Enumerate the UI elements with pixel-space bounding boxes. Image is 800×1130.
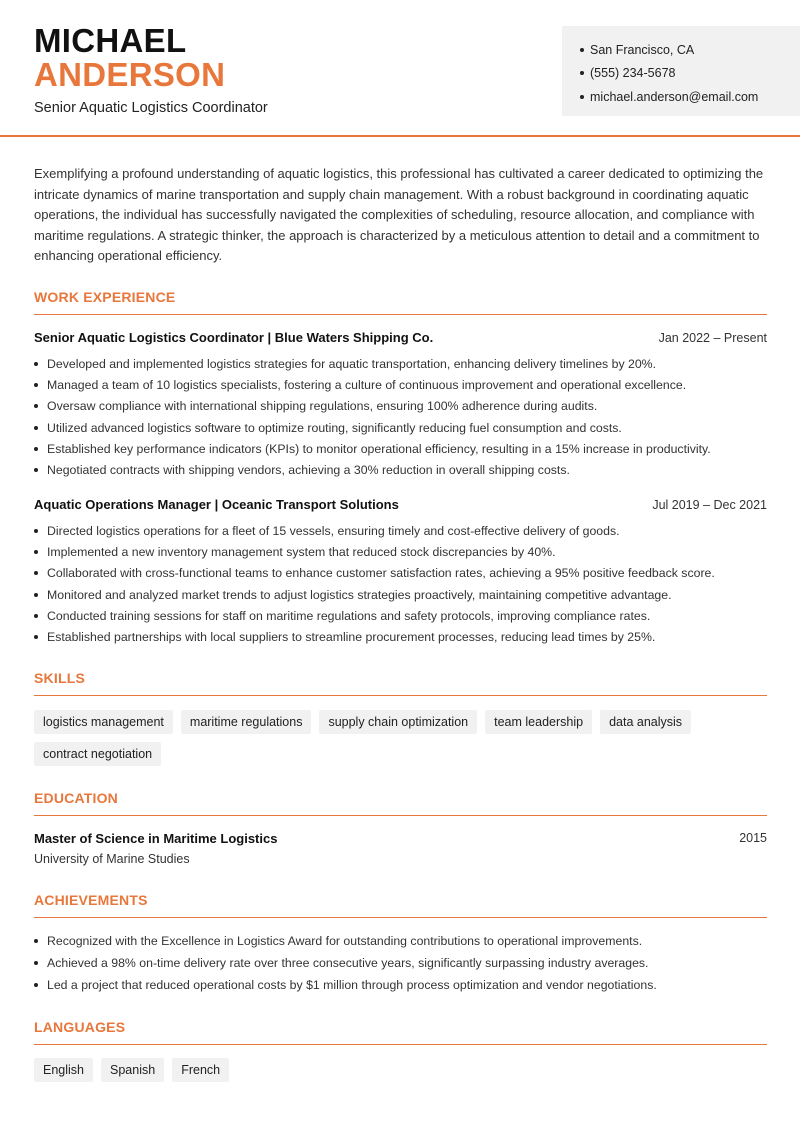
list-item-text: Collaborated with cross-functional teams to enhance customer satisfaction rates, achieving a 95% positive feedback score.: [47, 566, 715, 581]
list-item: [34, 520, 767, 541]
list-item: [34, 438, 767, 459]
education-entry: [34, 831, 767, 866]
bullet-icon: [580, 48, 584, 52]
list-item-text: Developed and implemented logistics strategies for aquatic transportation, enhancing delivery timelines by 20%.: [47, 356, 657, 371]
skills-list: [34, 710, 767, 766]
contact-email-text: michael.anderson@email.com: [590, 89, 759, 104]
contact-phone: [580, 62, 800, 86]
list-item: [34, 930, 767, 952]
job-role: Aquatic Operations Manager | Oceanic Transport Solutions: [34, 497, 399, 512]
contact-location-text: San Francisco, CA: [590, 42, 695, 57]
language-tag: English: [34, 1058, 93, 1082]
job-date: Jul 2019 – Dec 2021: [652, 498, 767, 512]
bullet-icon: [34, 593, 38, 597]
bullet-icon: [580, 95, 584, 99]
list-item-text: Recognized with the Excellence in Logistics Award for outstanding contributions to operational improvements.: [47, 934, 643, 948]
summary-paragraph: Exemplifying a profound understanding of aquatic logistics, this professional has cultivated a career dedicated to optimizing the intricate dynamics of marine transportation and supply chain management. With a robust background in coordinating aquatic operations, the individual has successfully navigated the complexities of scheduling, resource allocation, and compliance with maritime regulations. A strategic thinker, the approach is characterized by a meticulous attention to detail and a commitment to enhancing operational efficiency.: [34, 166, 764, 263]
first-name: MICHAEL: [34, 22, 187, 59]
job-header: [34, 330, 767, 345]
list-item-text: Managed a team of 10 logistics specialists, fostering a culture of continuous improvement and operational excellence.: [47, 377, 687, 392]
list-item: [34, 374, 767, 395]
job-header: [34, 497, 767, 512]
section-title-languages: LANGUAGES: [34, 1019, 767, 1045]
bullet-icon: [34, 383, 38, 387]
list-item: [34, 417, 767, 438]
list-item: [34, 974, 767, 996]
job-date: Jan 2022 – Present: [658, 331, 767, 345]
languages-list: [34, 1058, 767, 1082]
contact-phone-text: (555) 234-5678: [590, 66, 676, 81]
list-item-text: Achieved a 98% on-time delivery rate over three consecutive years, significantly surpassing industry averages.: [47, 956, 649, 970]
section-title-work: WORK EXPERIENCE: [34, 289, 767, 315]
job-bullets: [34, 520, 767, 648]
list-item-text: Directed logistics operations for a fleet of 15 vessels, ensuring timely and cost-effective delivery of goods.: [47, 523, 620, 538]
list-item-text: Negotiated contracts with shipping vendors, achieving a 30% reduction in overall shipping costs.: [47, 463, 570, 478]
bullet-icon: [34, 426, 38, 430]
list-item-text: Established key performance indicators (KPIs) to monitor operational efficiency, resulting in a 15% increase in productivity.: [47, 441, 711, 456]
list-item: [34, 563, 767, 584]
bullet-icon: [34, 550, 38, 554]
education-school: University of Marine Studies: [34, 852, 190, 866]
job-entry: [34, 497, 767, 648]
list-item: [34, 626, 767, 647]
list-item-text: Monitored and analyzed market trends to adjust logistics strategies proactively, maintaining competitive advantage.: [47, 587, 672, 602]
bullet-icon: [34, 362, 38, 366]
bullet-icon: [34, 939, 38, 943]
section-title-skills: SKILLS: [34, 670, 767, 696]
education-degree: Master of Science in Maritime Logistics: [34, 831, 278, 846]
resume-header: [0, 0, 800, 137]
list-item-text: Led a project that reduced operational costs by $1 million through process optimization and vendor negotiations.: [47, 978, 657, 992]
skill-tag: maritime regulations: [181, 710, 312, 734]
list-item-text: Established partnerships with local suppliers to streamline procurement processes, reducing lead times by 25%.: [47, 630, 656, 645]
section-title-achievements: ACHIEVEMENTS: [34, 892, 767, 918]
skill-tag: team leadership: [485, 710, 592, 734]
bullet-icon: [34, 614, 38, 618]
bullet-icon: [34, 961, 38, 965]
education-header: [34, 831, 767, 846]
list-item: [34, 541, 767, 562]
list-item: [34, 353, 767, 374]
job-role: Senior Aquatic Logistics Coordinator | Blue Waters Shipping Co.: [34, 330, 434, 345]
list-item: [34, 459, 767, 480]
list-item-text: Implemented a new inventory management system that reduced stock discrepancies by 40%.: [47, 544, 556, 559]
achievements-list: [34, 930, 767, 996]
contact-email: [580, 85, 800, 109]
bullet-icon: [580, 71, 584, 75]
bullet-icon: [34, 447, 38, 451]
contact-box: [562, 26, 800, 116]
bullet-icon: [34, 983, 38, 987]
bullet-icon: [34, 635, 38, 639]
list-item: [34, 396, 767, 417]
bullet-icon: [34, 571, 38, 575]
list-item-text: Oversaw compliance with international shipping regulations, ensuring 100% adherence during audits.: [47, 399, 598, 414]
skill-tag: logistics management: [34, 710, 173, 734]
skill-tag: data analysis: [600, 710, 691, 734]
job-title: Senior Aquatic Logistics Coordinator: [34, 100, 268, 116]
job-bullets: [34, 353, 767, 481]
section-title-education: EDUCATION: [34, 790, 767, 816]
job-entry: [34, 330, 767, 481]
list-item: [34, 952, 767, 974]
education-year: 2015: [739, 831, 767, 845]
contact-location: [580, 38, 800, 62]
list-item-text: Conducted training sessions for staff on maritime regulations and safety protocols, improving compliance rates.: [47, 608, 651, 623]
last-name: ANDERSON: [34, 56, 226, 93]
language-tag: French: [172, 1058, 229, 1082]
bullet-icon: [34, 529, 38, 533]
list-item-text: Utilized advanced logistics software to optimize routing, significantly reducing fuel consumption and costs.: [47, 420, 622, 435]
skill-tag: supply chain optimization: [319, 710, 477, 734]
skill-tag: contract negotiation: [34, 742, 161, 766]
bullet-icon: [34, 468, 38, 472]
language-tag: Spanish: [101, 1058, 164, 1082]
bullet-icon: [34, 404, 38, 408]
list-item: [34, 605, 767, 626]
list-item: [34, 584, 767, 605]
